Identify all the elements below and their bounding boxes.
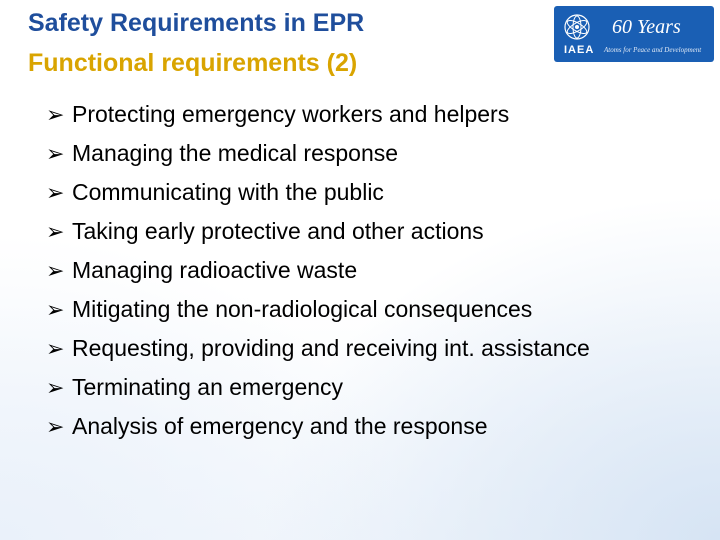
list-item [46,333,706,364]
arrowhead-bullet-icon: ➢ [46,375,65,400]
bullet-text: Managing the medical response [72,140,399,166]
bullet-text: Analysis of emergency and the response [72,413,488,439]
bullet-list [46,99,706,450]
list-item [46,99,706,130]
list-item [46,216,706,247]
list-item [46,411,706,442]
list-item [46,177,706,208]
arrowhead-bullet-icon: ➢ [46,297,65,322]
arrowhead-bullet-icon: ➢ [46,102,65,127]
logo-org-label: IAEA [564,44,595,56]
logo-tagline: Atoms for Peace and Development [604,46,702,54]
bullet-text: Taking early protective and other actions [72,218,484,244]
slide-subtitle: Functional requirements (2) [28,49,358,77]
slide-title: Safety Requirements in EPR [28,9,365,37]
list-item [46,372,706,403]
bullet-text: Managing radioactive waste [72,257,358,283]
list-item [46,255,706,286]
bullet-text: Protecting emergency workers and helpers [72,101,510,127]
bullet-text: Communicating with the public [72,179,384,205]
arrowhead-bullet-icon: ➢ [46,180,65,205]
list-item [46,138,706,169]
bullet-text: Terminating an emergency [72,374,344,400]
bullet-text: Requesting, providing and receiving int. assistance [72,335,590,361]
iaea-logo [554,6,714,62]
arrowhead-bullet-icon: ➢ [46,219,65,244]
bullet-text: Mitigating the non-radiological consequences [72,296,533,322]
arrowhead-bullet-icon: ➢ [46,141,65,166]
arrowhead-bullet-icon: ➢ [46,414,65,439]
list-item [46,294,706,325]
arrowhead-bullet-icon: ➢ [46,336,65,361]
un-iaea-emblem-icon [562,12,592,42]
logo-years-label: 60 Years [612,16,681,38]
arrowhead-bullet-icon: ➢ [46,258,65,283]
slide-header [0,0,720,82]
